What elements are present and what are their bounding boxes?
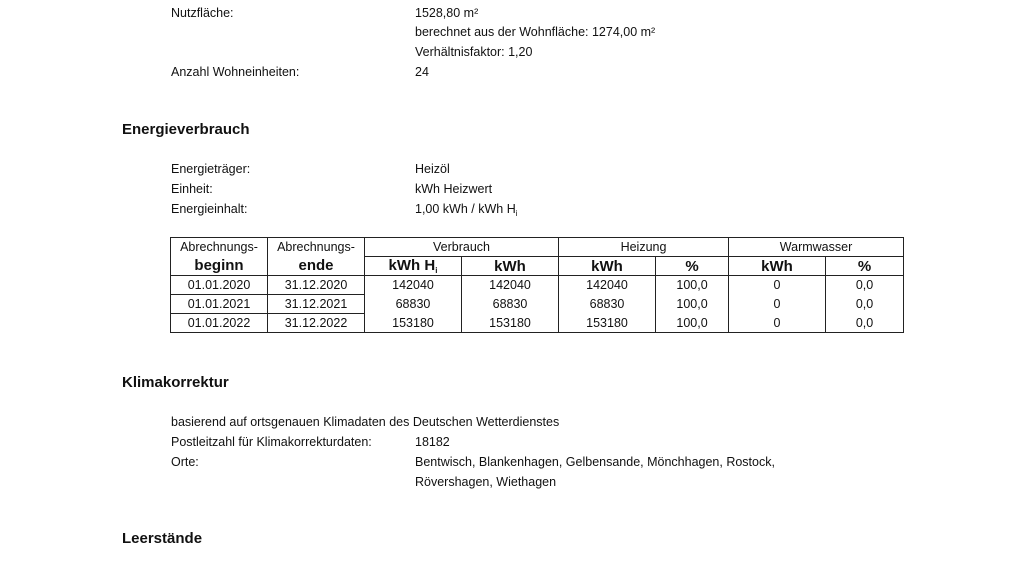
cell-kwh-hi: 153180 bbox=[365, 314, 462, 333]
consumption-table bbox=[170, 237, 904, 333]
plz-label: Postleitzahl für Klimakorrekturdaten: bbox=[171, 435, 372, 449]
cell-ww-kwh: 0 bbox=[729, 276, 826, 295]
orte-value-line2: Rövershagen, Wiethagen bbox=[415, 475, 557, 489]
faktor-note: Verhältnisfaktor: 1,20 bbox=[415, 45, 533, 59]
cell-ww-kwh: 0 bbox=[729, 314, 826, 333]
header-heizung: Heizung bbox=[559, 238, 729, 257]
cell-ende: 31.12.2021 bbox=[268, 295, 365, 314]
subheader-ww-pct: % bbox=[826, 257, 904, 276]
cell-ende: 31.12.2022 bbox=[268, 314, 365, 333]
cell-heiz-pct: 100,0 bbox=[656, 314, 729, 333]
klima-basis-text: basierend auf ortsgenauen Klimadaten des Deutschen Wetterdienstes bbox=[171, 415, 560, 429]
cell-ww-pct: 0,0 bbox=[826, 276, 904, 295]
energietraeger-value: Heizöl bbox=[415, 162, 450, 176]
wohneinheiten-label: Anzahl Wohneinheiten: bbox=[171, 65, 300, 79]
cell-heiz-kwh: 153180 bbox=[559, 314, 656, 333]
cell-ww-pct: 0,0 bbox=[826, 295, 904, 314]
cell-ww-kwh: 0 bbox=[729, 295, 826, 314]
klimakorrektur-heading: Klimakorrektur bbox=[122, 374, 229, 391]
leerstaende-heading: Leerstände bbox=[122, 530, 203, 547]
cell-kwh-hi: 142040 bbox=[365, 276, 462, 295]
cell-ende: 31.12.2020 bbox=[268, 276, 365, 295]
plz-value: 18182 bbox=[415, 435, 450, 449]
subheader-kwh: kWh bbox=[462, 257, 559, 276]
cell-kwh-hi: 68830 bbox=[365, 295, 462, 314]
subheader-beginn: beginn bbox=[171, 257, 268, 276]
subheader-heiz-pct: % bbox=[656, 257, 729, 276]
energieinhalt-value: 1,00 kWh / kWh $H_i$ bbox=[415, 202, 518, 218]
table-row bbox=[171, 295, 904, 314]
orte-value-line1: Bentwisch, Blankenhagen, Gelbensande, Mönchhagen, Rostock, bbox=[415, 455, 775, 469]
table-row bbox=[171, 276, 904, 295]
cell-ww-pct: 0,0 bbox=[826, 314, 904, 333]
cell-heiz-pct: 100,0 bbox=[656, 295, 729, 314]
cell-beginn: 01.01.2021 bbox=[171, 295, 268, 314]
subheader-kwh-hi: kWh $H_i$ bbox=[365, 257, 462, 276]
orte-label: Orte: bbox=[171, 455, 199, 469]
energieverbrauch-heading: Energieverbrauch bbox=[122, 121, 250, 138]
energietraeger-label: Energieträger: bbox=[171, 162, 251, 176]
wohneinheiten-value: 24 bbox=[415, 65, 429, 79]
cell-heiz-kwh: 142040 bbox=[559, 276, 656, 295]
nutzflaeche-value: 1528,80 m² bbox=[415, 6, 479, 20]
table-subheader-row bbox=[171, 257, 904, 276]
einheit-value: kWh Heizwert bbox=[415, 182, 493, 196]
cell-beginn: 01.01.2022 bbox=[171, 314, 268, 333]
cell-kwh: 153180 bbox=[462, 314, 559, 333]
einheit-label: Einheit: bbox=[171, 182, 213, 196]
wohnflaeche-note: berechnet aus der Wohnfläche: 1274,00 m² bbox=[415, 25, 656, 39]
subheader-ww-kwh: kWh bbox=[729, 257, 826, 276]
nutzflaeche-label: Nutzfläche: bbox=[171, 6, 234, 20]
cell-kwh: 142040 bbox=[462, 276, 559, 295]
header-ende: Abrechnungs- bbox=[268, 238, 365, 257]
table-row bbox=[171, 314, 904, 333]
cell-heiz-pct: 100,0 bbox=[656, 276, 729, 295]
cell-heiz-kwh: 68830 bbox=[559, 295, 656, 314]
energieinhalt-label: Energieinhalt: bbox=[171, 202, 248, 216]
header-warmwasser: Warmwasser bbox=[729, 238, 904, 257]
table-header-row bbox=[171, 238, 904, 257]
subheader-ende: ende bbox=[268, 257, 365, 276]
cell-kwh: 68830 bbox=[462, 295, 559, 314]
header-verbrauch: Verbrauch bbox=[365, 238, 559, 257]
cell-beginn: 01.01.2020 bbox=[171, 276, 268, 295]
header-beginn: Abrechnungs- bbox=[171, 238, 268, 257]
subheader-heiz-kwh: kWh bbox=[559, 257, 656, 276]
